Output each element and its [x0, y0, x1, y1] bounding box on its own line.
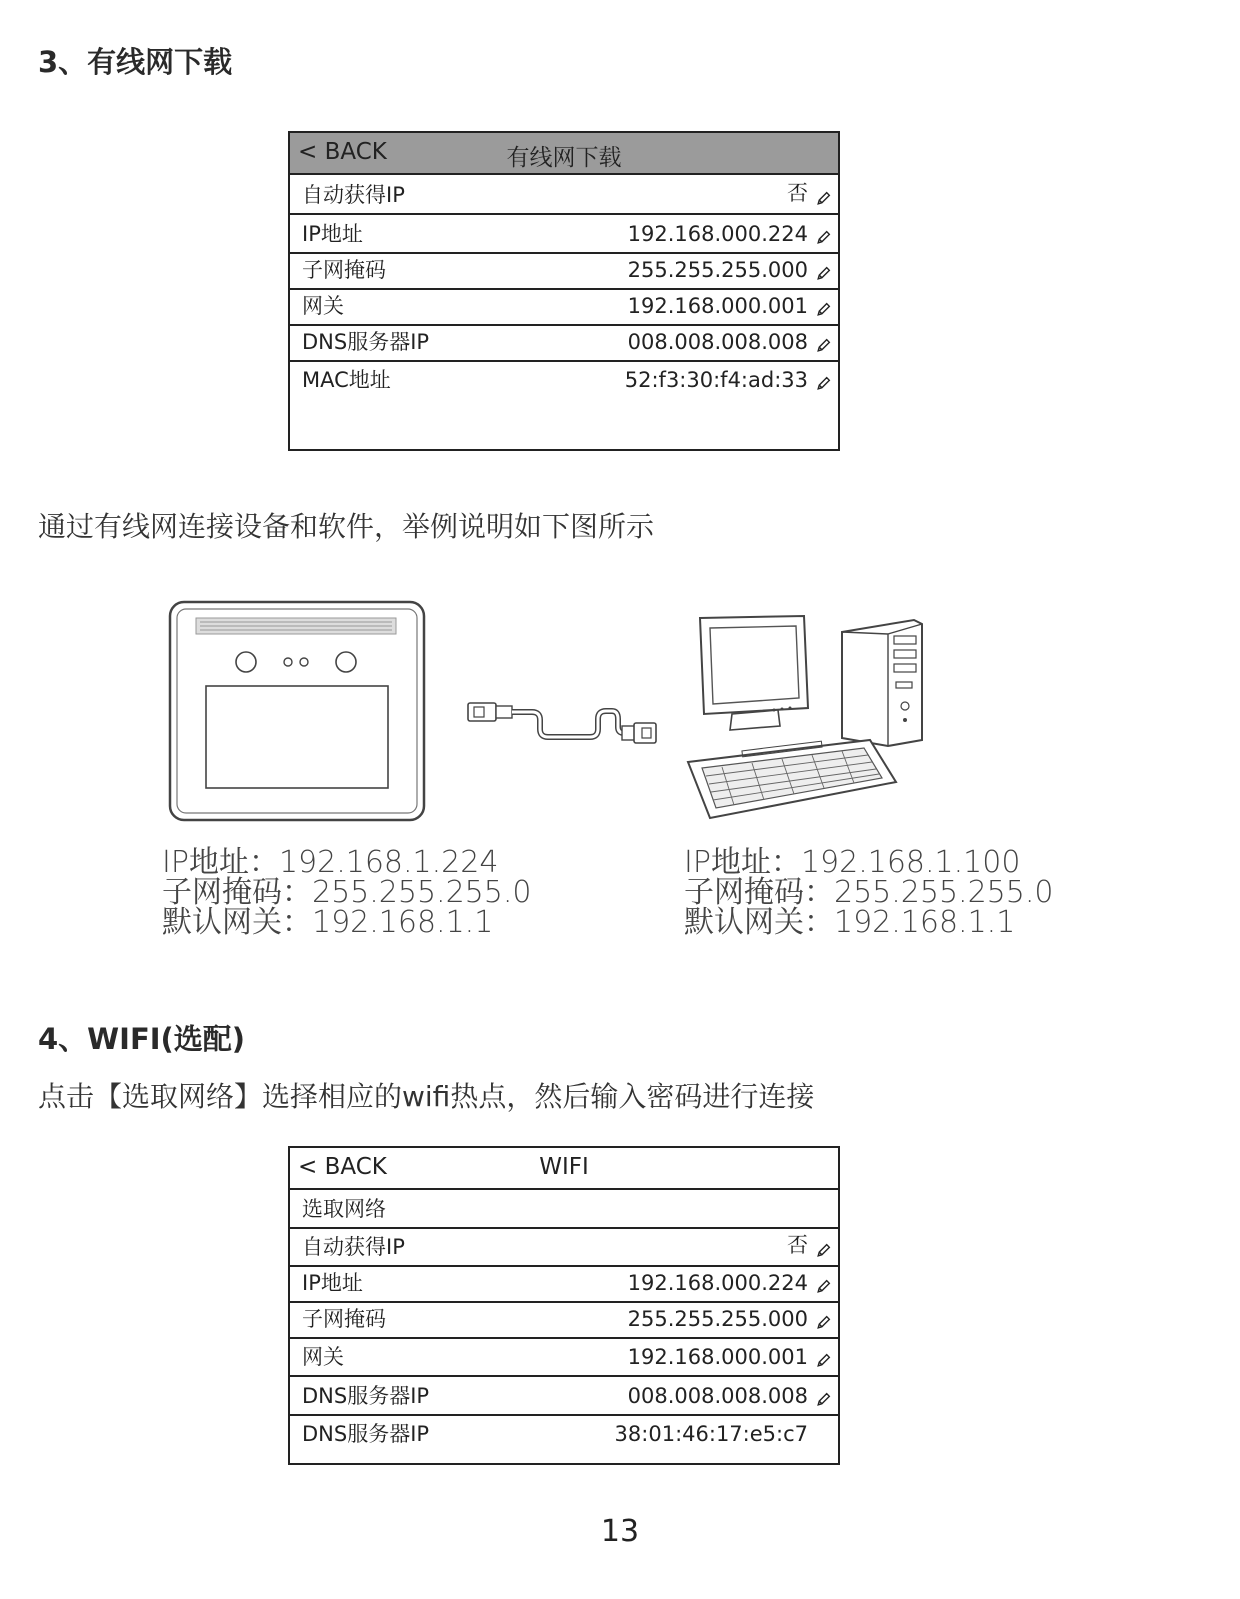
panel-header	[290, 133, 838, 175]
row-value: 否	[787, 1233, 808, 1257]
row-ip-address[interactable]	[290, 215, 838, 254]
row-subnet-mask[interactable]	[290, 1303, 838, 1339]
terminal-device-icon	[168, 600, 428, 824]
panel-title: 有线网下载	[506, 145, 622, 171]
row-value: 008.008.008.008	[627, 1384, 808, 1408]
edit-pencil-icon[interactable]	[815, 229, 832, 246]
row-label: 网关	[302, 1345, 344, 1369]
row-mac[interactable]	[290, 362, 838, 398]
wifi-panel	[288, 1146, 840, 1465]
row-value: 52:f3:30:f4:ad:33	[624, 368, 808, 392]
device-ip-text: IP地址：192.168.1.224	[162, 845, 499, 880]
row-label: 自动获得IP	[302, 1235, 405, 1259]
pc-ip-text: IP地址：192.168.1.100	[684, 845, 1021, 880]
row-label: 自动获得IP	[302, 183, 405, 207]
edit-pencil-icon[interactable]	[815, 375, 832, 392]
row-label: DNS服务器IP	[302, 1422, 430, 1446]
edit-pencil-icon[interactable]	[815, 1391, 832, 1408]
page-number: 13	[600, 1514, 640, 1549]
pc-network-info	[684, 845, 1054, 940]
row-value: 192.168.000.224	[627, 1271, 808, 1295]
edit-pencil-icon[interactable]	[815, 301, 832, 318]
row-dns[interactable]	[290, 1377, 838, 1416]
row-label: 网关	[302, 294, 344, 318]
row-dns[interactable]	[290, 326, 838, 362]
row-label: 选取网络	[302, 1197, 386, 1221]
back-button[interactable]: < BACK	[298, 139, 387, 165]
wired-description: 通过有线网连接设备和软件，举例说明如下图所示	[38, 510, 655, 543]
row-label: IP地址	[302, 1271, 363, 1295]
row-auto-ip[interactable]	[290, 175, 838, 215]
row-value: 38:01:46:17:e5:c7	[614, 1422, 808, 1446]
edit-pencil-icon[interactable]	[815, 190, 832, 207]
row-value: 192.168.000.001	[627, 294, 808, 318]
row-value: 192.168.000.001	[627, 1345, 808, 1369]
row-gateway[interactable]	[290, 290, 838, 326]
row-label: DNS服务器IP	[302, 330, 430, 354]
panel-title: WIFI	[539, 1154, 589, 1180]
row-label: 子网掩码	[302, 1307, 386, 1331]
edit-pencil-icon[interactable]	[815, 1352, 832, 1369]
row-label: DNS服务器IP	[302, 1384, 430, 1408]
network-cable-icon	[462, 693, 662, 753]
row-select-network[interactable]	[290, 1190, 838, 1229]
row-dns-mac[interactable]	[290, 1416, 838, 1464]
pc-mask-text: 子网掩码：255.255.255.0	[684, 875, 1054, 910]
edit-pencil-icon[interactable]	[815, 1242, 832, 1259]
panel-header	[290, 1148, 838, 1190]
row-value: 192.168.000.224	[627, 222, 808, 246]
row-value: 否	[787, 181, 808, 205]
edit-pencil-icon[interactable]	[815, 1314, 832, 1331]
row-gateway[interactable]	[290, 1339, 838, 1377]
computer-icon	[682, 612, 942, 824]
row-label: 子网掩码	[302, 258, 386, 282]
row-ip-address[interactable]	[290, 1267, 838, 1303]
back-button[interactable]: < BACK	[298, 1154, 387, 1180]
pc-gateway-text: 默认网关：192.168.1.1	[684, 905, 1016, 940]
row-subnet-mask[interactable]	[290, 254, 838, 290]
edit-pencil-icon[interactable]	[815, 265, 832, 282]
row-value: 255.255.255.000	[627, 1307, 808, 1331]
row-label: IP地址	[302, 222, 363, 246]
wired-download-panel	[288, 131, 840, 451]
edit-pencil-icon[interactable]	[815, 337, 832, 354]
section-heading-wifi: 4、WIFI(选配)	[38, 1022, 246, 1056]
device-network-info	[162, 845, 532, 940]
row-value: 008.008.008.008	[627, 330, 808, 354]
row-label: MAC地址	[302, 368, 391, 392]
row-value: 255.255.255.000	[627, 258, 808, 282]
row-auto-ip[interactable]	[290, 1229, 838, 1267]
device-mask-text: 子网掩码：255.255.255.0	[162, 875, 532, 910]
edit-pencil-icon[interactable]	[815, 1278, 832, 1295]
wifi-description: 点击【选取网络】选择相应的wifi热点，然后输入密码进行连接	[38, 1080, 815, 1113]
section-heading-wired: 3、有线网下载	[38, 45, 233, 79]
device-gateway-text: 默认网关：192.168.1.1	[162, 905, 494, 940]
